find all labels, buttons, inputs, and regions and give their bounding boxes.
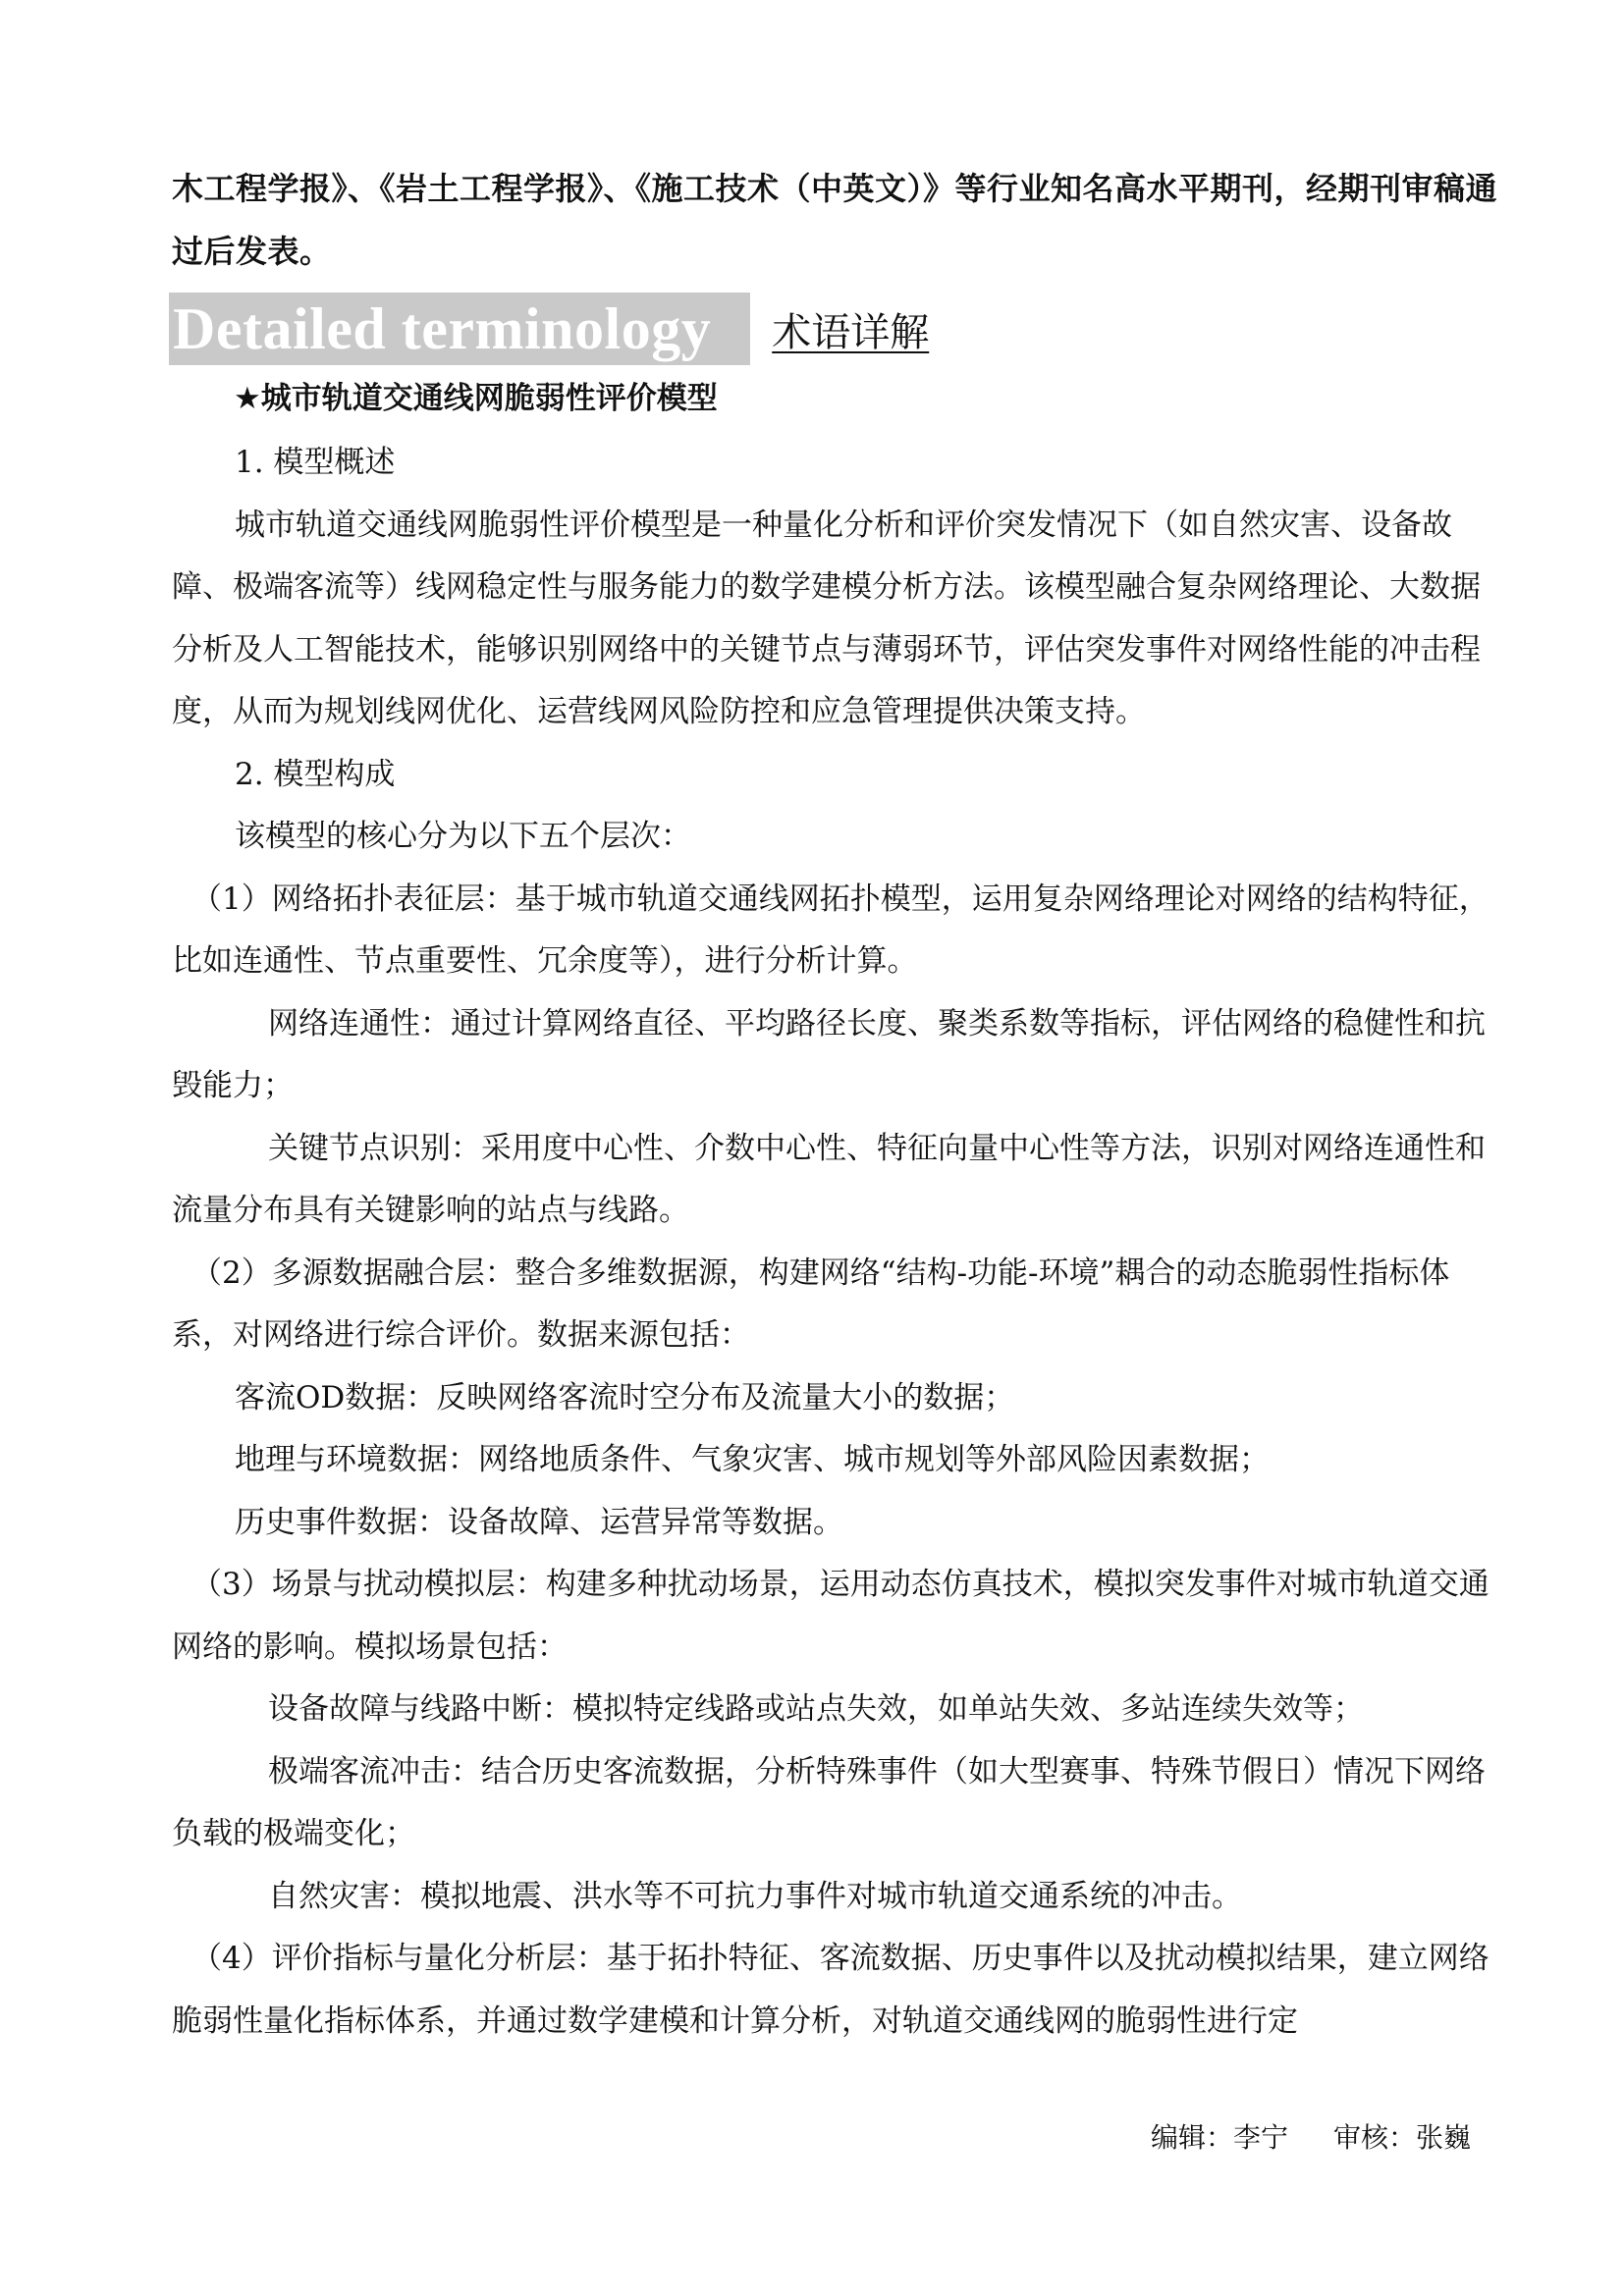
paragraph-layers-intro: 该模型的核心分为以下五个层次： xyxy=(235,819,691,854)
editor-credit: 编辑：李宁 xyxy=(1150,2121,1288,2154)
paragraph-natural-disaster: 自然灾害：模拟地震、洪水等不可抗力事件对城市轨道交通系统的冲击。 xyxy=(268,1878,1242,1914)
banner-chinese-title: 术语详解 xyxy=(772,309,930,355)
paragraph-od-data: 客流OD数据：反映网络客流时空分布及流量大小的数据； xyxy=(235,1379,1015,1415)
paragraph-history-data: 历史事件数据：设备故障、运营异常等数据。 xyxy=(235,1504,843,1540)
paragraph-failure-scenario: 设备故障与线路中断：模拟特定线路或站点失效，如单站失效、多站连续失效等； xyxy=(268,1691,1364,1727)
page-footer xyxy=(1151,2116,1471,2156)
paragraph-layer-4: （4）评价指标与量化分析层：基于拓扑特征、客流数据、历史事件以及扰动模拟结果，建立网络脆弱性量化指标体系，并通过数学建模和计算分析，对轨道交通线网的脆弱性进行定 xyxy=(172,1941,1489,2039)
paragraph-geo-data: 地理与环境数据：网络地质条件、气象灾害、城市规划等外部风险因素数据； xyxy=(235,1442,1270,1477)
section-banner xyxy=(169,293,935,365)
intro-paragraph: 木工程学报》、《岩土工程学报》、《施工技术（中英文）》等行业知名高水平期刊，经期刊审稿通过后发表。 xyxy=(172,170,1498,270)
paragraph-connectivity: 网络连通性：通过计算网络直径、平均路径长度、聚类系数等指标，评估网络的稳健性和抗毁能力； xyxy=(172,1005,1486,1103)
subheading-overview: 1. 模型概述 xyxy=(235,445,396,480)
paragraph-layer-1: （1）网络拓扑表征层：基于城市轨道交通线网拓扑模型，运用复杂网络理论对网络的结构特征，比如连通性、节点重要性、冗余度等），进行分析计算。 xyxy=(172,881,1489,979)
paragraph-key-nodes: 关键节点识别：采用度中心性、介数中心性、特征向量中心性等方法，识别对网络连通性和流量分布具有关键影响的站点与线路。 xyxy=(172,1130,1486,1228)
subheading-composition: 2. 模型构成 xyxy=(235,756,396,792)
paragraph-layer-2: （2）多源数据融合层：整合多维数据源，构建网络“结构-功能-环境”耦合的动态脆弱性指标体系，对网络进行综合评价。数据来源包括： xyxy=(172,1255,1450,1353)
banner-english-title: Detailed terminology xyxy=(169,293,750,365)
paragraph-extreme-flow: 极端客流冲击：结合历史客流数据，分析特殊事件（如大型赛事、特殊节假日）情况下网络负载的极端变化； xyxy=(172,1753,1486,1851)
body-text xyxy=(172,432,1509,2053)
section-title: ★城市轨道交通线网脆弱性评价模型 xyxy=(234,381,718,416)
reviewer-credit: 审核：张巍 xyxy=(1332,2121,1471,2154)
paragraph-layer-3: （3）场景与扰动模拟层：构建多种扰动场景，运用动态仿真技术，模拟突发事件对城市轨道交通网络的影响。模拟场景包括： xyxy=(172,1567,1489,1665)
paragraph-overview: 城市轨道交通线网脆弱性评价模型是一种量化分析和评价突发情况下（如自然灾害、设备故障、极端客流等）线网稳定性与服务能力的数学建模分析方法。该模型融合复杂网络理论、大数据分析及人工智能技术，能够识别网络中的关键节点与薄弱环节，评估突发事件对网络性能的冲击程度，从而为规划线网优化、运营线网风险防控和应急管理提供决策支持。 xyxy=(172,507,1481,729)
